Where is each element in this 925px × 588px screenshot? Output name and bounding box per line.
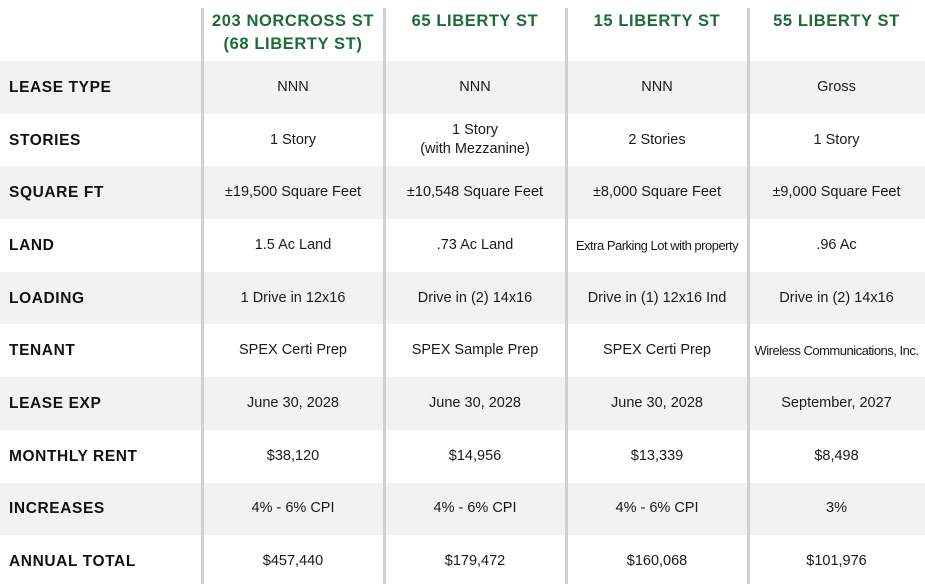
cell-15-liberty (566, 114, 748, 167)
row-label: MONTHLY RENT (9, 447, 138, 465)
cell-value: June 30, 2028 (429, 394, 521, 411)
cell-55-liberty (748, 430, 925, 483)
cell-value: $160,068 (626, 553, 688, 570)
row-label: LAND (9, 236, 55, 254)
column-header-line1: 15 LIBERTY ST (593, 12, 721, 30)
cell-15-liberty (566, 61, 748, 114)
cell-203-norcross (202, 272, 384, 325)
cell-value: ±10,548 Square Feet (406, 184, 544, 201)
cell-value: Drive in (2) 14x16 (417, 289, 533, 306)
column-divider (201, 8, 204, 584)
cell-55-liberty (748, 377, 925, 430)
row-label: STORIES (9, 131, 81, 149)
cell-65-liberty (384, 114, 566, 167)
column-header-203-norcross (202, 0, 384, 61)
cell-55-liberty (748, 166, 925, 219)
cell-value: 3% (826, 500, 847, 517)
row-label: SQUARE FT (0, 166, 202, 219)
column-header-line1: 55 LIBERTY ST (773, 12, 900, 30)
cell-value: $14,956 (448, 447, 502, 464)
cell-65-liberty (384, 272, 566, 325)
cell-value: $101,976 (806, 553, 867, 570)
cell-value: Extra Parking Lot with property (575, 237, 739, 253)
column-divider (747, 8, 750, 584)
cell-203-norcross (202, 324, 384, 377)
cell-value: Drive in (2) 14x16 (779, 289, 894, 306)
cell-value: SPEX Sample Prep (411, 342, 539, 359)
cell-value: 4% - 6% CPI (615, 500, 699, 517)
row-label: INCREASES (0, 483, 202, 536)
cell-value: SPEX Certi Prep (239, 342, 347, 359)
cell-value: 2 Stories (628, 131, 686, 148)
cell-65-liberty (384, 166, 566, 219)
cell-value: 4% - 6% CPI (251, 500, 335, 517)
cell-15-liberty (566, 219, 748, 272)
cell-15-liberty (566, 483, 748, 536)
cell-15-liberty (566, 377, 748, 430)
row-label: ANNUAL TOTAL (9, 553, 136, 571)
cell-203-norcross (202, 61, 384, 114)
cell-value: $457,440 (262, 553, 324, 570)
cell-15-liberty (566, 430, 748, 483)
cell-value: NNN (459, 78, 491, 95)
cell-203-norcross (202, 114, 384, 167)
cell-value: 1 Story (270, 131, 316, 148)
cell-15-liberty (566, 166, 748, 219)
cell-65-liberty (384, 483, 566, 536)
cell-value: $13,339 (630, 447, 684, 464)
cell-value: .96 Ac (816, 236, 857, 253)
row-label: LEASE EXP (0, 377, 202, 430)
cell-value: ±19,500 Square Feet (224, 184, 362, 201)
column-header-65-liberty (384, 0, 566, 61)
cell-65-liberty (384, 61, 566, 114)
column-header-15-liberty (566, 0, 748, 61)
corner-blank (0, 0, 202, 61)
column-divider (565, 8, 568, 584)
cell-15-liberty (566, 535, 748, 588)
cell-value: $179,472 (444, 553, 506, 570)
cell-value: 1.5 Ac Land (254, 236, 332, 253)
cell-value: Drive in (1) 12x16 Ind (587, 289, 727, 306)
cell-55-liberty (748, 324, 925, 377)
cell-value: 4% - 6% CPI (433, 500, 517, 517)
cell-value: 1 Story (813, 131, 860, 148)
cell-65-liberty (384, 324, 566, 377)
cell-55-liberty (748, 114, 925, 167)
cell-203-norcross (202, 483, 384, 536)
column-header-55-liberty (748, 0, 925, 61)
row-label: LEASE TYPE (0, 61, 202, 114)
cell-55-liberty (748, 61, 925, 114)
cell-55-liberty (748, 535, 925, 588)
cell-203-norcross (202, 219, 384, 272)
cell-value: ±9,000 Square Feet (772, 184, 901, 201)
cell-value: June 30, 2028 (247, 394, 339, 411)
cell-203-norcross (202, 430, 384, 483)
cell-value: NNN (641, 78, 673, 95)
row-label: TENANT (9, 342, 76, 360)
cell-15-liberty (566, 272, 748, 325)
cell-203-norcross (202, 377, 384, 430)
cell-15-liberty (566, 324, 748, 377)
cell-value: .73 Ac Land (436, 236, 514, 253)
cell-55-liberty (748, 272, 925, 325)
cell-value: June 30, 2028 (611, 394, 703, 411)
cell-value: $38,120 (266, 447, 320, 464)
cell-65-liberty (384, 535, 566, 588)
cell-value: ±8,000 Square Feet (592, 184, 722, 201)
cell-203-norcross (202, 535, 384, 588)
cell-value: 1 Drive in 12x16 (240, 289, 346, 306)
cell-value: September, 2027 (781, 394, 892, 411)
cell-value: 1 Story (with Mezzanine) (420, 122, 530, 158)
cell-value: Wireless Communications, Inc. (754, 343, 919, 359)
cell-55-liberty (748, 219, 925, 272)
cell-value: SPEX Certi Prep (603, 342, 711, 359)
cell-value: $8,498 (814, 447, 859, 464)
cell-203-norcross (202, 166, 384, 219)
column-header-line2: (68 LIBERTY ST) (223, 35, 363, 53)
column-divider (383, 8, 386, 584)
cell-65-liberty (384, 219, 566, 272)
cell-55-liberty (748, 483, 925, 536)
cell-value: NNN (277, 78, 309, 95)
row-label: LOADING (0, 272, 202, 325)
cell-value: Gross (817, 78, 856, 95)
column-header-line1: 65 LIBERTY ST (411, 12, 539, 30)
column-header-line1: 203 NORCROSS ST (211, 12, 375, 30)
cell-65-liberty (384, 377, 566, 430)
cell-65-liberty (384, 430, 566, 483)
